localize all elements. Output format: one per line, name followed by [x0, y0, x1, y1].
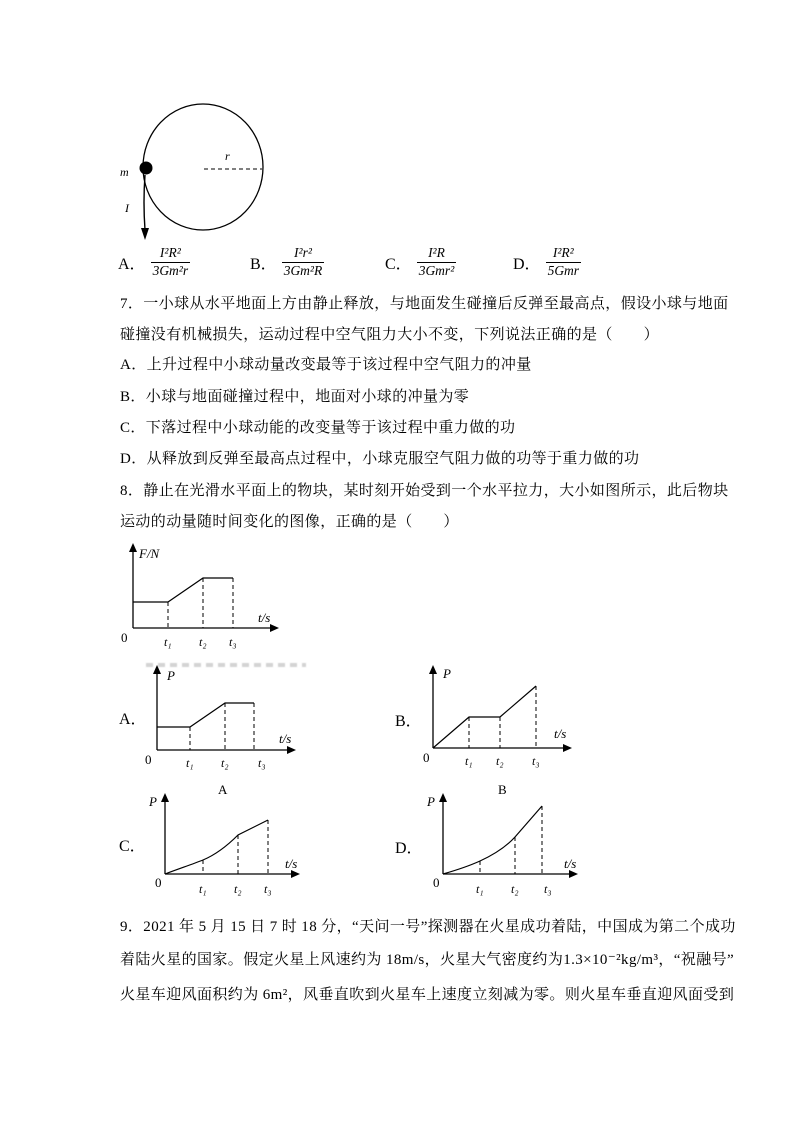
momentum-curve	[443, 806, 542, 874]
q7-option-b: B．小球与地面碰撞过程中，地面对小球的冲量为零	[120, 389, 470, 405]
q7-text-line2: 碰撞没有机械损失，运动过程中空气阻力大小不变，下列说法正确的是（ ）	[120, 327, 660, 343]
t1-tick-label: t₁	[164, 635, 172, 649]
t3-tick-label: t₃	[264, 882, 272, 896]
q8-option-b-letter: B．	[395, 713, 422, 730]
q9-text-line1: 9．2021 年 5 月 15 日 7 时 18 分，“天问一号”探测器在火星成功着陆，中国成为第二个成功	[120, 919, 736, 935]
circle-orbit-figure	[112, 96, 292, 248]
y-axis-arrowhead	[439, 793, 447, 802]
mass-label: m	[120, 165, 129, 179]
impulse-arrowhead	[141, 228, 149, 240]
y-axis-label: P	[443, 666, 451, 681]
q9-text-line3: 火星车迎风面积约为 6m²，风垂直吹到火星车上速度立刻减为零。则火星车垂直迎风面受到	[120, 987, 735, 1003]
q6-option-b-fraction	[282, 245, 325, 278]
fraction-numerator: I²R²	[159, 245, 181, 261]
force-time-graph	[106, 542, 356, 660]
q7-option-c: C．下落过程中小球动能的改变量等于该过程中重力做的功	[120, 420, 516, 436]
q6-option-a	[118, 240, 190, 284]
q6-option-c-fraction	[417, 245, 457, 278]
momentum-graph-option-c	[147, 790, 312, 898]
impulse-label: I	[125, 201, 129, 215]
fraction-numerator: I²R²	[552, 245, 574, 261]
t3-tick-label: t₃	[544, 882, 552, 896]
t2-tick-label: t₂	[221, 756, 229, 770]
t3-tick-label: t₃	[229, 635, 237, 649]
fraction-numerator: I²r²	[294, 245, 312, 261]
x-axis-arrowhead	[563, 744, 572, 752]
x-axis-label: t/s	[279, 731, 292, 746]
x-axis-arrowhead	[270, 624, 279, 632]
t2-tick-label: t₂	[511, 882, 519, 896]
q6-option-d-letter: D．	[513, 255, 541, 273]
q6-option-d	[513, 240, 581, 284]
impulse-arrow	[144, 175, 145, 230]
force-curve	[133, 578, 233, 602]
y-axis-arrowhead	[153, 665, 161, 674]
t1-tick-label: t₁	[465, 754, 473, 768]
momentum-graph-option-a	[143, 664, 308, 776]
graph-b-caption: B	[498, 782, 507, 797]
t3-tick-label: t₃	[258, 756, 266, 770]
q8-option-a-letter: A．	[119, 711, 147, 728]
q7-option-a: A．上升过程中小球动量改变最等于该过程中空气阻力的冲量	[120, 357, 532, 373]
t2-tick-label: t₂	[199, 635, 207, 649]
fraction-denominator: 3Gmr²	[418, 262, 455, 278]
fraction-denominator: 3Gm²r	[152, 262, 189, 278]
x-axis-label: t/s	[285, 856, 298, 871]
origin-label: 0	[121, 630, 128, 645]
y-axis-label: P	[149, 794, 157, 809]
fraction-denominator: 5Gmr	[547, 262, 580, 278]
t2-tick-label: t₂	[234, 882, 242, 896]
q7-text-line1: 7．一小球从水平地面上方由静止释放，与地面发生碰撞后反弹至最高点，假设小球与地面	[120, 296, 729, 312]
graph-a-caption: A	[218, 782, 228, 797]
y-axis-arrowhead	[429, 665, 437, 674]
mass-dot	[140, 162, 153, 175]
momentum-graph-option-d	[425, 790, 590, 898]
origin-label: 0	[155, 875, 162, 890]
momentum-curve	[165, 820, 268, 874]
fraction-denominator: 3Gm²R	[283, 262, 323, 278]
q8-text-line2: 运动的动量随时间变化的图像，正确的是（ ）	[120, 514, 459, 530]
q6-option-d-fraction	[546, 245, 582, 278]
x-axis-arrowhead	[569, 870, 578, 878]
t1-tick-label: t₁	[476, 882, 484, 896]
q8-option-d-letter: D．	[395, 840, 423, 857]
momentum-curve	[157, 703, 254, 727]
q6-option-b	[250, 240, 324, 284]
q8-text-line1: 8．静止在光滑水平面上的物块，某时刻开始受到一个水平拉力，大小如图所示，此后物块	[120, 483, 729, 499]
y-axis-arrowhead	[161, 793, 169, 802]
fraction-numerator: I²R	[428, 245, 445, 261]
q9-text-line2: 着陆火星的国家。假定火星上风速约为 18m/s，火星大气密度约为1.3×10⁻²kg/m³，“祝融号”	[120, 952, 735, 968]
q6-option-c-letter: C．	[385, 255, 412, 273]
momentum-curve	[433, 686, 536, 748]
x-axis-label: t/s	[258, 610, 271, 625]
y-axis-arrowhead	[129, 543, 137, 552]
origin-label: 0	[145, 752, 152, 767]
q8-option-c-letter: C．	[119, 838, 146, 855]
q6-option-a-fraction	[151, 245, 191, 278]
origin-label: 0	[433, 875, 440, 890]
t2-tick-label: t₂	[496, 754, 504, 768]
y-axis-label: F/N	[139, 546, 160, 561]
t1-tick-label: t₁	[186, 756, 194, 770]
y-axis-label: P	[427, 794, 435, 809]
q6-option-a-letter: A．	[118, 255, 146, 273]
q6-option-c	[385, 240, 456, 284]
x-axis-label: t/s	[564, 856, 577, 871]
x-axis-arrowhead	[291, 870, 300, 878]
x-axis-label: t/s	[554, 726, 567, 741]
radius-label: r	[225, 149, 230, 163]
orbit-circle	[143, 104, 263, 230]
t1-tick-label: t₁	[199, 882, 207, 896]
y-axis-label: P	[167, 668, 175, 683]
origin-label: 0	[423, 750, 430, 765]
q6-option-b-letter: B．	[250, 255, 277, 273]
x-axis-arrowhead	[287, 746, 296, 754]
t3-tick-label: t₃	[532, 754, 540, 768]
q7-option-d: D．从释放到反弹至最高点过程中，小球克服空气阻力做的功等于重力做的功	[120, 451, 640, 467]
momentum-graph-option-b	[423, 664, 588, 776]
